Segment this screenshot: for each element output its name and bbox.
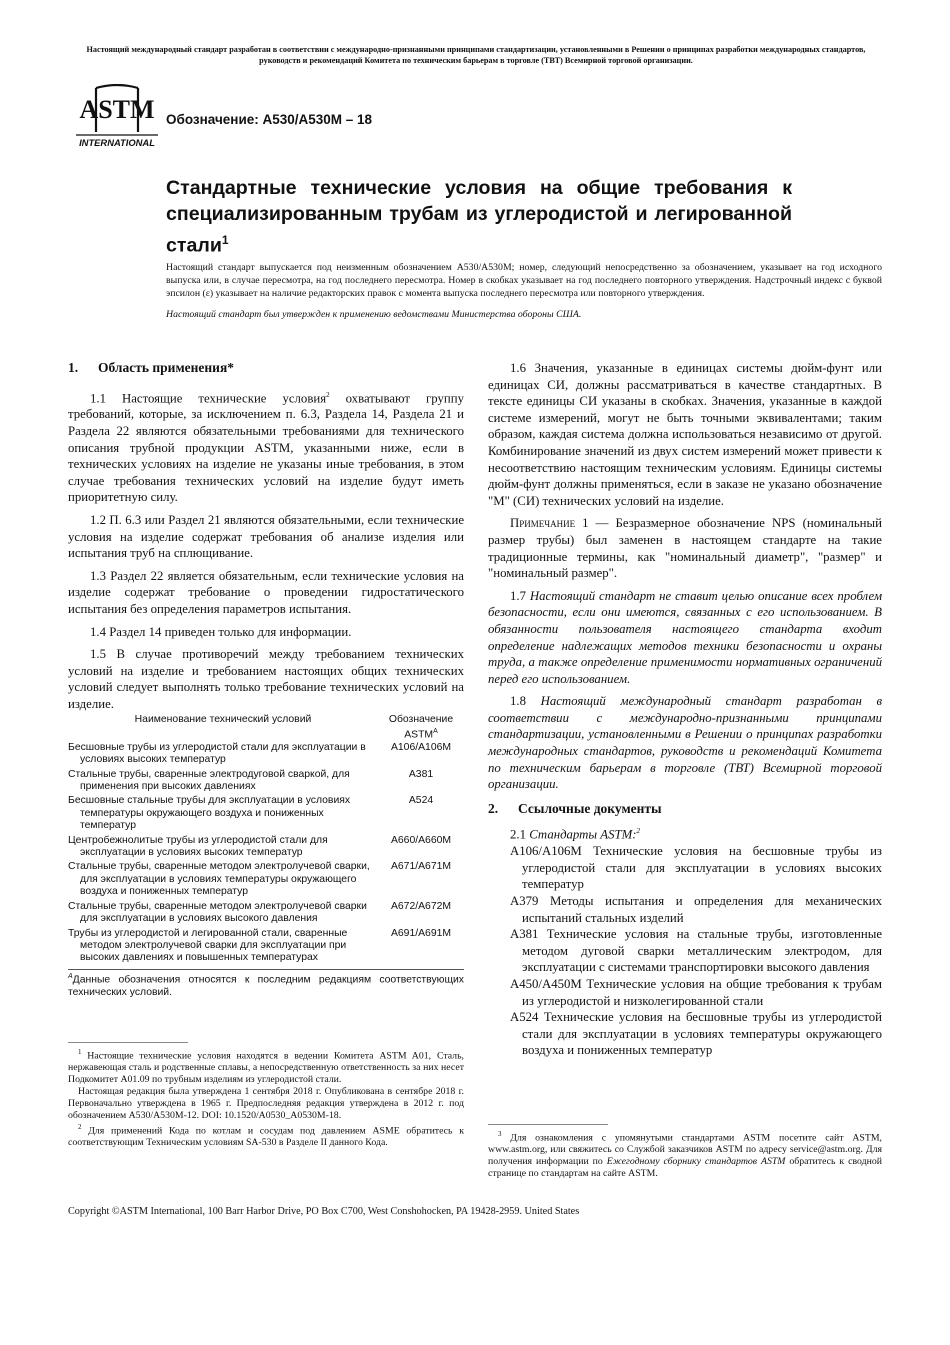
para-1-4: 1.4 Раздел 14 приведен только для информации. — [90, 624, 352, 639]
intro-paragraph: Настоящий стандарт выпускается под неизменным обозначением A530/A530M; номер, следующий непосредственно за обозначением, указывает на год исходного выпуска или, в случае пересмотра, на год последнего пересмотра. Номер в скобках указывает на год последнего повторного утверждения. Надстрочный индекс с буквой эпсилон (ε) указывает на наличие редакторских правок с момента выпуска последнего пересмотра или повторного утверждения. — [166, 262, 882, 299]
para-1-8: 1.8 Настоящий международный стандарт разработан в соответствии с международно-признанными принципами стандартизации, установленными в Решении о принципах разработки международных стандартов, руководств и рекомендаций Комитета по техническим барьерам в торговле (ТВТ) Всемирной торговой организации. — [488, 694, 882, 792]
approval-note: Настоящий стандарт был утвержден к применению ведомствами Министерства обороны США. — [166, 309, 582, 321]
header-note: Настоящий международный стандарт разработан в соответствии с международно-признанными принципами стандартизации, установленными в Решении о принципах разработки международных стандартов, руководств и рекомендаций Комитета по техническим барьерам в торговле (ТВТ) Всемирной торговой организации. — [86, 45, 866, 65]
designation: Обозначение: A530/A530M – 18 — [166, 112, 373, 127]
table-header-name: Наименование технический условий — [134, 713, 312, 725]
right-column — [488, 360, 882, 1059]
table-row: Трубы из углеродистой и легированной стали, сваренные методом электролучевой сварки для эксплуатации при высоких давлениях и повышенных температурах A691/A691M — [68, 927, 452, 964]
table-row: Стальные трубы, сваренные методом электролучевой сварки для эксплуатации в условиях высокого давления A672/A672M — [68, 900, 452, 925]
section-2-heading: 2. Ссылочные документы — [488, 800, 662, 816]
table-footnote: $^A$Данные обозначения относятся к последним редакциям соответствующих технических условий. — [68, 969, 464, 999]
document-title — [166, 175, 792, 259]
note-1: Примечание 1 — Безразмерное обозначение NPS (номинальный размер трубы) был заменен в настоящем стандарте на такие традиционные термины, как "номинальный диаметр", "размер" и "номинальный размер". — [488, 516, 882, 581]
table-header-designation: Обозначение $ASTM^A$ — [388, 713, 454, 741]
footnote-rule — [488, 1124, 608, 1125]
table-row: Стальные трубы, сваренные методом электролучевой сварки, для эксплуатации в условиях температуры окружающего воздуха и пониженных температур A671/A671M — [68, 861, 452, 898]
reference-item: A524 Технические условия на бесшовные трубы из углеродистой стали для эксплуатации в условиях температуры окружающего воздуха и пониженных температур — [510, 1010, 882, 1058]
footnote-1-revision: Настоящая редакция была утверждена 1 сентября 2018 г. Опубликована в сентябре 2018 г. Первоначально утверждена в 1965 г. Предпоследняя редакция утверждена в 2012 г. под обозначением A530/A530M-12. DOI: 10.1520/A0530_A0530M-18. — [68, 1085, 464, 1121]
reference-item: A381 Технические условия на стальные трубы, изготовленные методом дуговой сварки металлическим электродом, для эксплуатации с системами транспортировки высокого давления — [510, 927, 882, 975]
footnote-2: $^2$ Для применений Кода по котлам и сосудам под давлением ASME обратитесь к соответствующим Техническим условиям SA-530 в Разделе II данного Кода. — [68, 1122, 464, 1148]
table-row: Бесшовные стальные трубы для эксплуатации в условиях температуры окружающего воздуха и пониженных температур A524 — [68, 795, 434, 832]
title-text: Стандартные технические условия на общие требования к специализированным трубам из углеродистой и легированной стали — [166, 177, 792, 257]
left-footnotes — [68, 1042, 464, 1149]
spec-table — [68, 714, 464, 967]
svg-text:ASTM: ASTM — [79, 95, 155, 124]
para-1-3: 1.3 Раздел 22 является обязательным, если технические условия на изделие содержат требование о проведении гидростатического испытания без определения параметров испытания. — [68, 568, 464, 616]
intro-block — [166, 262, 882, 322]
right-footnotes — [488, 1124, 882, 1180]
reference-item: A106/A106M Технические условия на бесшовные трубы из углеродистой стали для эксплуатации в условиях высоких температур — [510, 844, 882, 892]
copyright: Copyright ©ASTM International, 100 Barr Harbor Drive, PO Box C700, West Conshohocken, PA 19428-2959. United States — [68, 1206, 580, 1217]
para-1-5: 1.5 В случае противоречий между требованием технических условий на изделие и требованием настоящих общих технических условий следует выполнять только требование технических условий на изделие. — [68, 647, 464, 711]
para-2-1: 2.1 Стандарты ASTM:$^2$ — [510, 827, 641, 842]
para-1-7: 1.7 Настоящий стандарт не ставит целью описание всех проблем безопасности, если они имеются, связанных с его использованием. В обязанности пользователя настоящего стандарта входит определение надлежащих методов техники безопасности и охраны труда, а также определение применимости нормативных ограничений перед его использованием. — [488, 588, 882, 686]
table-row: Центробежнолитые трубы из углеродистой стали для эксплуатации в условиях высоких температур A660/A660M — [68, 834, 452, 859]
footnote-3: $^3$ Для ознакомления с упомянутыми стандартами ASTM посетите сайт ASTM, www.astm.org, или свяжитесь со Службой заказчиков ASTM по адресу service@astm.org. Для получения информации по Ежегодному сборнику стандартов ASTM обратитесь к сводной странице по стандартам на сайте ASTM. — [488, 1130, 882, 1179]
table-row: Бесшовные трубы из углеродистой стали для эксплуатации в условиях высоких температур A106/A106M — [68, 741, 452, 766]
reference-item: A450/A450M Технические условия на общие требования к трубам из углеродистой и низколегированной стали — [510, 977, 882, 1008]
para-1-6: 1.6 Значения, указанные в единицах системы дюйм-фунт или единицах СИ, должны рассматриваться в качестве стандартных. В тексте единицы СИ указаны в скобках. Значения, указанные в каждой системе измерений, могут не быть точными эквивалентами; таким образом, каждая система должна использоваться независимо от другой. Комбинирование значений из двух систем измерений может привести к несоответствию настоящим техническим условиям. Единицы системы дюйм-фунт должны применяться, если в заказе не указано обозначение "М" (СИ) технических условий на изделие. — [488, 361, 882, 508]
table-row: Стальные трубы, сваренные электродуговой сваркой, для применения при высоких давлениях A381 — [68, 768, 434, 793]
footnote-rule — [68, 1042, 188, 1043]
reference-item: A379 Методы испытания и определения для механических испытаний стальных изделий — [510, 894, 882, 925]
section-1-heading: 1. Область применения* — [68, 360, 235, 375]
left-column — [68, 360, 464, 999]
para-1-2: 1.2 П. 6.3 или Раздел 21 являются обязательными, если технические условия на изделие содержат требования об анализе изделия или испытания труб на сплющивание. — [68, 513, 464, 561]
footnote-1: $^1$ Настоящие технические условия находятся в ведении Комитета ASTM A01, Сталь, нержавеющая сталь и родственные сплавы, а непосредственную ответственность за них несет Подкомитет A01.09 по трубным изделиям из углеродистой стали. — [68, 1048, 464, 1086]
svg-text:INTERNATIONAL: INTERNATIONAL — [79, 137, 155, 148]
title-footnote-ref: 1 — [221, 233, 229, 247]
astm-logo — [74, 84, 160, 150]
para-1-1: 1.1 Настоящие технические условия$^2$ охватывают группу требований, которые, за исключением п. 6.3, Раздела 14, Раздела 21 и Раздела 22 являются обязательными требованиями для технического описания трубной продукции ASTM, указанными ниже, если в технических условиях на изделие не указаны иные требования, в этом случае требования технических условий на изделие будут иметь приоритетную силу. — [68, 390, 464, 505]
